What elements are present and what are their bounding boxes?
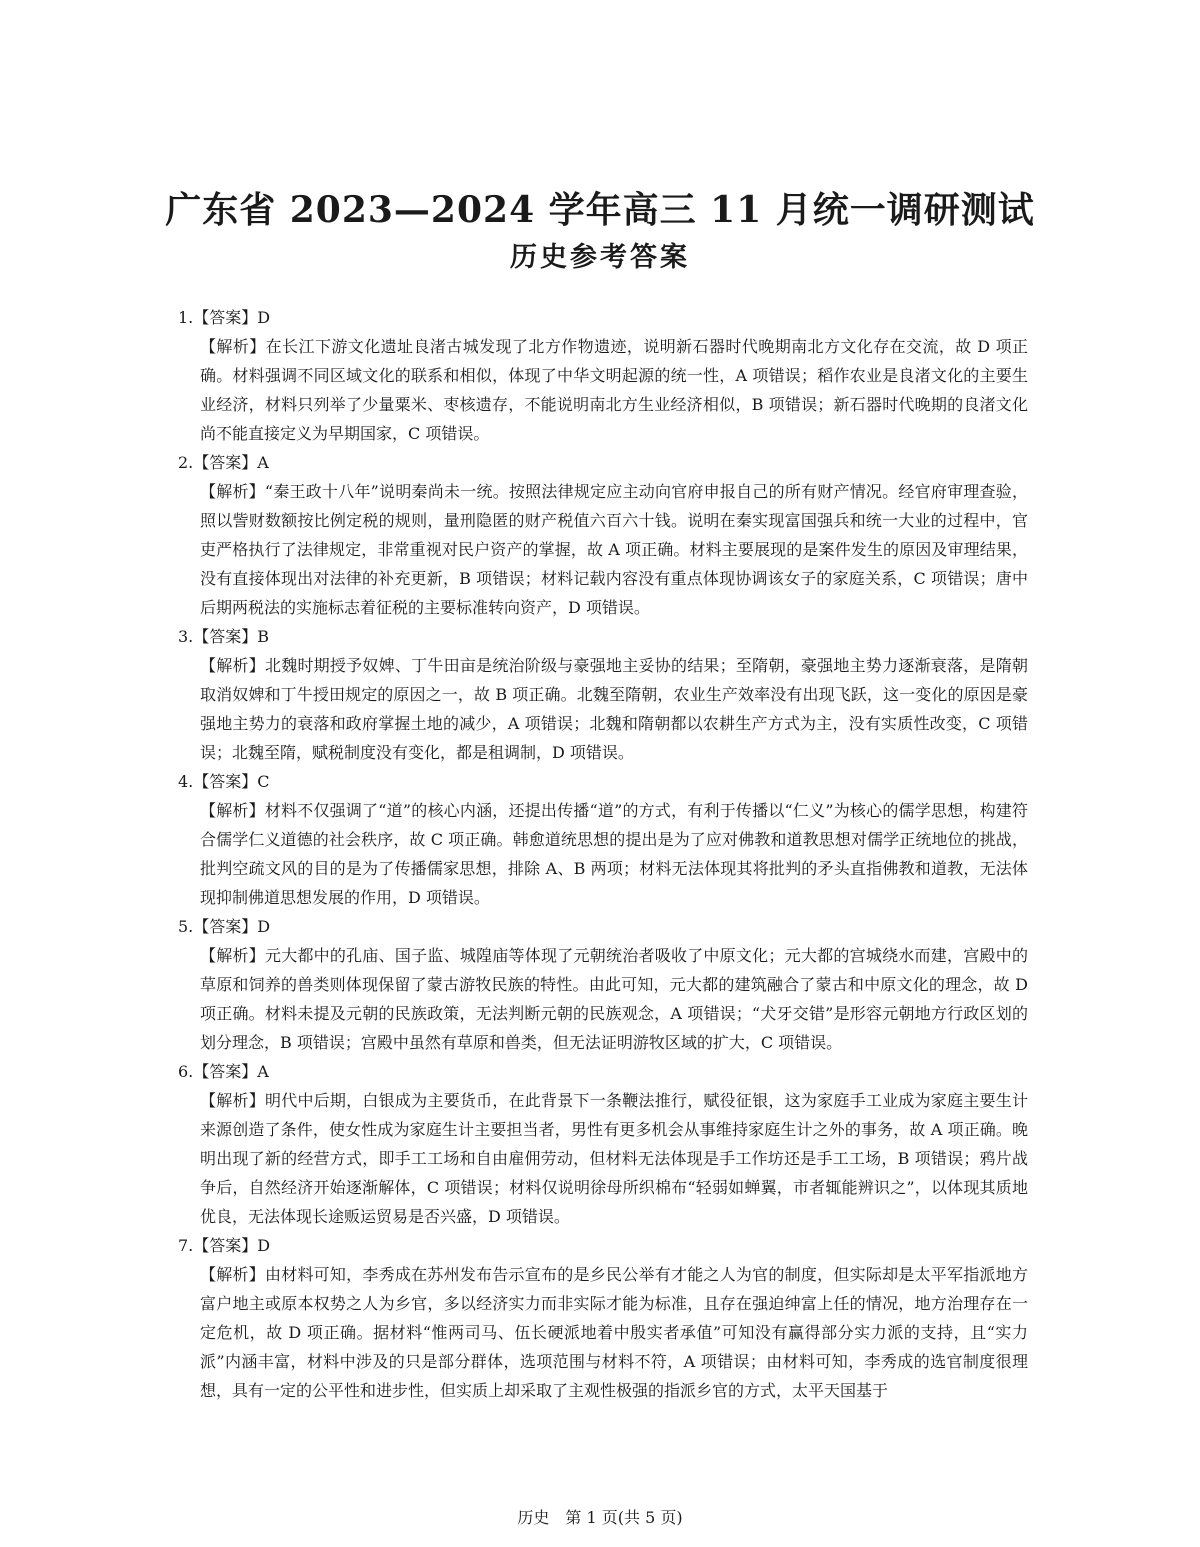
question-item: [178, 622, 1028, 767]
analysis-text: 【解析】元大都中的孔庙、国子监、城隍庙等体现了元朝统治者吸收了中原文化；元大都的宫城绕水而建，宫殿中的草原和饲养的兽类则体现保留了蒙古游牧民族的特性。由此可知，元大都的建筑融合了蒙古和中原文化的理念，故 D 项正确。材料未提及元朝的民族政策，无法判断元朝的民族观念，A 项错误；“犬牙交错”是形容元朝地方行政区划的划分理念，B 项错误；宫殿中虽然有草原和兽类，但无法证明游牧区域的扩大，C 项错误。: [200, 946, 1028, 1052]
answer-label: 3.【答案】B: [178, 627, 270, 646]
question-item: [178, 1057, 1028, 1231]
analysis-text: 【解析】“秦王政十八年”说明秦尚未一统。按照法律规定应主动向官府申报自己的所有财产情况。经官府审理查验，照以訾财数额按比例定税的规则，量刑隐匿的财产税值六百六十钱。说明在秦实现富国强兵和统一大业的过程中，官吏严格执行了法律规定，非常重视对民户资产的掌握，故 A 项正确。材料主要展现的是案件发生的原因及审理结果，没有直接体现出对法律的补充更新，B 项错误；材料记载内容没有重点体现协调该女子的家庭关系，C 项错误；唐中后期两税法的实施标志着征税的主要标准转向资产，D 项错误。: [200, 482, 1028, 617]
question-item: [178, 1231, 1028, 1405]
document-subtitle: 历史参考答案: [510, 242, 690, 273]
answer-label: 7.【答案】D: [178, 1236, 271, 1255]
page-footer: 历史 第 1 页(共 5 页): [517, 1508, 683, 1527]
analysis-text: 【解析】明代中后期，白银成为主要货币，在此背景下一条鞭法推行，赋役征银，这为家庭手工业成为家庭主要生计来源创造了条件，使女性成为家庭生计主要担当者，男性有更多机会从事维持家庭生计之外的事务，故 A 项正确。晚明出现了新的经营方式，即手工工场和自由雇佣劳动，但材料无法体现是手工作坊还是手工工场，B 项错误；鸦片战争后，自然经济开始逐渐解体，C 项错误；材料仅说明徐母所织棉布“轻弱如蝉翼，市者辄能辨识之”，以体现其质地优良，无法体现长途贩运贸易是否兴盛，D 项错误。: [200, 1091, 1028, 1226]
question-item: [178, 448, 1028, 622]
analysis-text: 【解析】在长江下游文化遗址良渚古城发现了北方作物遗迹，说明新石器时代晚期南北方文化存在交流，故 D 项正确。材料强调不同区域文化的联系和相似，体现了中华文明起源的统一性，A 项错误；稻作农业是良渚文化的主要生业经济，材料只列举了少量粟米、枣核遗存，不能说明南北方生业经济相似，B 项错误；新石器时代晚期的良渚文化尚不能直接定义为早期国家，C 项错误。: [200, 337, 1028, 443]
answer-label: 1.【答案】D: [178, 308, 271, 327]
question-item: [178, 303, 1028, 448]
analysis-text: 【解析】由材料可知，李秀成在苏州发布告示宣布的是乡民公举有才能之人为官的制度，但实际却是太平军指派地方富户地主或原本权势之人为乡官，多以经济实力而非实际才能为标准，且存在强迫绅富上任的情况，地方治理存在一定危机，故 D 项正确。据材料“惟两司马、伍长硬派地着中殷实者承值”可知没有赢得部分实力派的支持，且“实力派”内涵丰富，材料中涉及的只是部分群体，选项范围与材料不符，A 项错误；由材料可知，李秀成的选官制度很理想，具有一定的公平性和进步性，但实质上却采取了主观性极强的指派乡官的方式，太平天国基于: [200, 1265, 1028, 1400]
analysis-text: 【解析】材料不仅强调了“道”的核心内涵，还提出传播“道”的方式，有利于传播以“仁义”为核心的儒学思想，构建符合儒学仁义道德的社会秩序，故 C 项正确。韩愈道统思想的提出是为了应对佛教和道教思想对儒学正统地位的挑战，批判空疏文风的目的是为了传播儒家思想，排除 A、B 两项；材料无法体现其将批判的矛头直指佛教和道教，无法体现抑制佛道思想发展的作用，D 项错误。: [200, 801, 1028, 907]
answer-list: [178, 303, 1028, 1405]
question-item: [178, 767, 1028, 912]
document-title: 广东省 2023—2024 学年高三 11 月统一调研测试: [165, 189, 1035, 231]
answer-label: 4.【答案】C: [178, 772, 270, 791]
answer-label: 2.【答案】A: [178, 453, 269, 472]
question-item: [178, 912, 1028, 1057]
answer-label: 6.【答案】A: [178, 1062, 269, 1081]
answer-label: 5.【答案】D: [178, 917, 271, 936]
analysis-text: 【解析】北魏时期授予奴婢、丁牛田亩是统治阶级与豪强地主妥协的结果；至隋朝，豪强地主势力逐渐衰落，是隋朝取消奴婢和丁牛授田规定的原因之一，故 B 项正确。北魏至隋朝，农业生产效率没有出现飞跃，这一变化的原因是豪强地主势力的衰落和政府掌握土地的减少，A 项错误；北魏和隋朝都以农耕生产方式为主，没有实质性改变，C 项错误；北魏至隋，赋税制度没有变化，都是租调制，D 项错误。: [200, 656, 1028, 762]
